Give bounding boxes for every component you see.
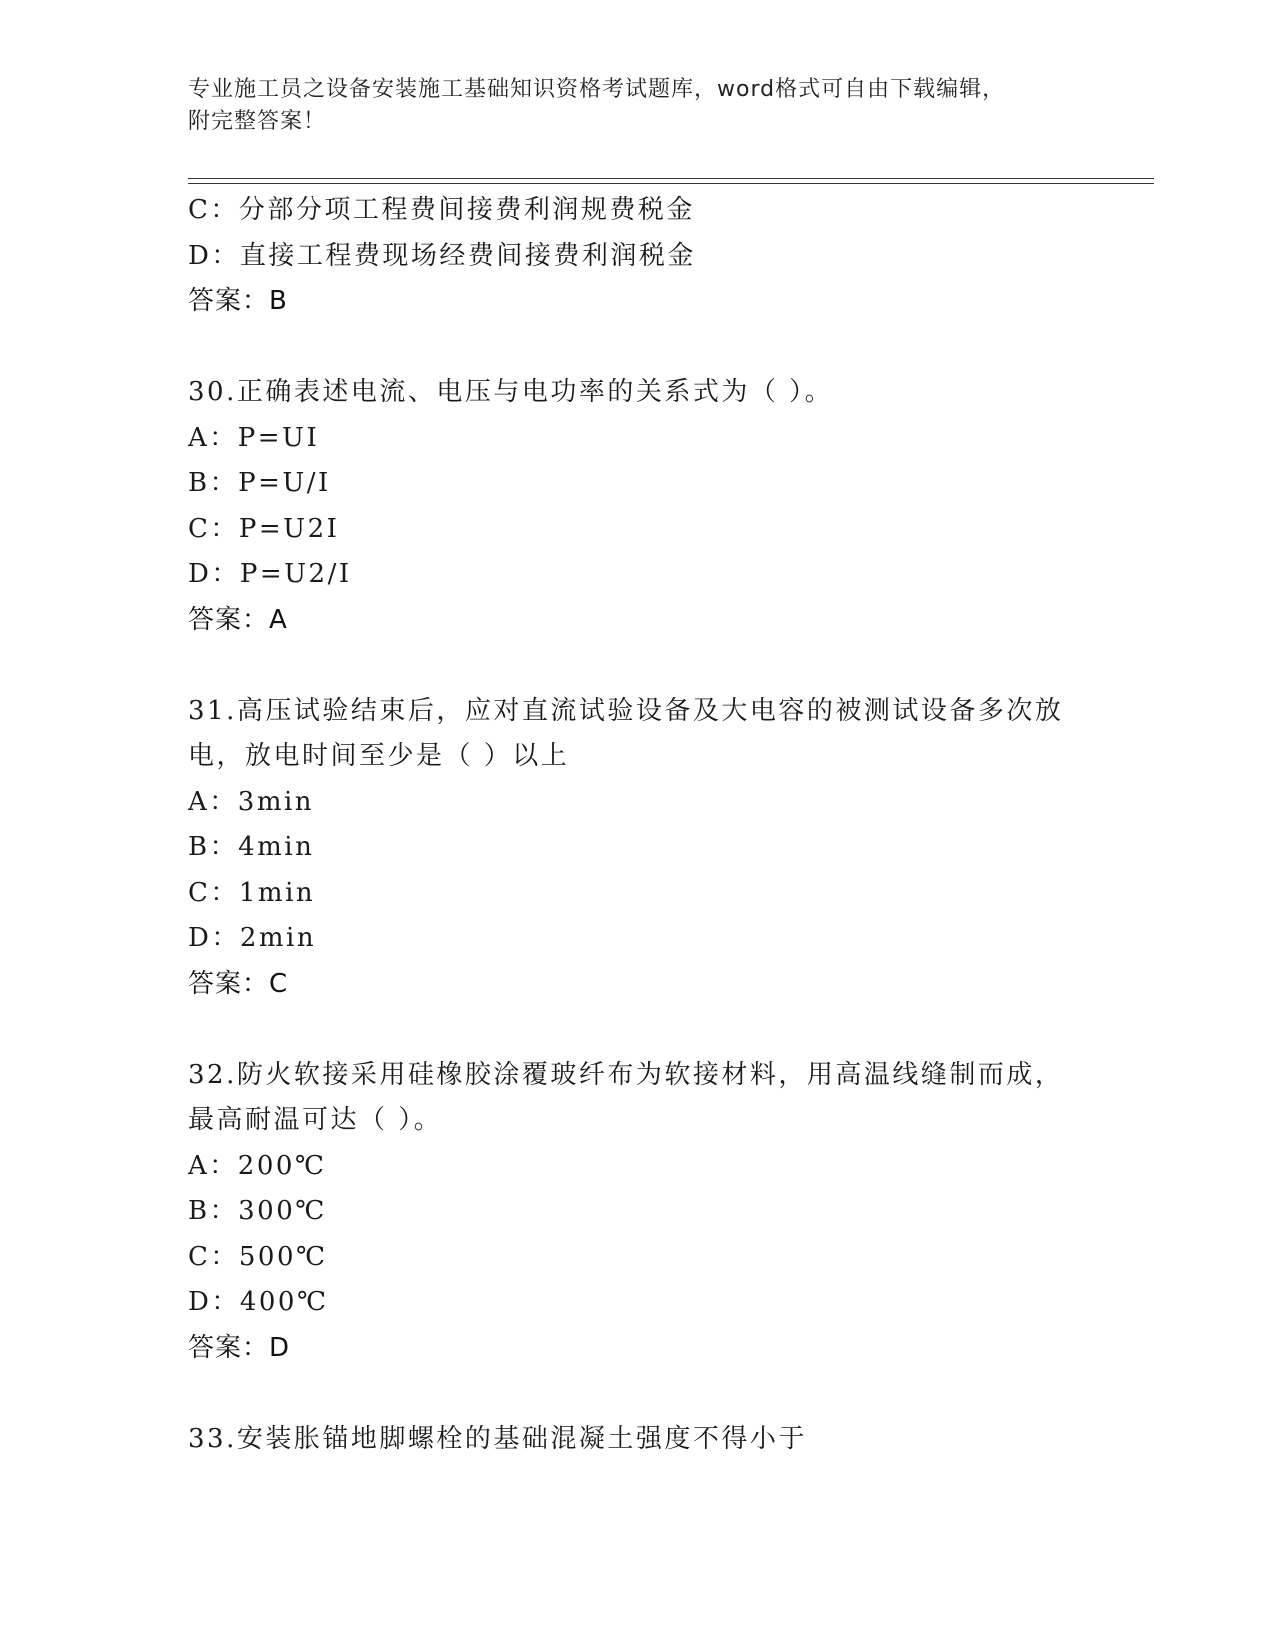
header-line-1: 专业施工员之设备安装施工基础知识资格考试题库，word格式可自由下载编辑， [188,77,1006,102]
answer-line: 答案：A [188,604,288,635]
spacer [188,643,1088,689]
question-stem: 32.防火软接采用硅橡胶涂覆玻纤布为软接材料，用高温线缝制而成， [188,1059,1064,1090]
answer-line: 答案：B [188,286,288,316]
option-c: C：500℃ [188,1241,328,1272]
option-b: B：4min [188,832,315,862]
question-30 [188,370,1088,643]
header-line-2: 附完整答案！ [188,109,327,134]
question-32 [188,1053,1088,1372]
option-b: B：P=U/I [188,468,331,498]
header-divider-bottom [188,183,1154,184]
header-divider-top [188,178,1154,179]
option-c: C：P=U2I [188,513,340,544]
question-31 [188,689,1088,1008]
question-stem: 31.高压试验结束后，应对直流试验设备及大电容的被测试设备多次放 [188,695,1064,726]
question-29-continued [188,188,1088,325]
option-d: D：直接工程费现场经费间接费利润税金 [188,240,696,271]
option-c: C：分部分项工程费间接费利润规费税金 [188,195,695,225]
option-a: A：P=UI [188,422,320,453]
option-d: D：P=U2/I [188,559,352,589]
spacer [188,325,1088,371]
answer-line: 答案：D [188,1332,291,1363]
answer-line: 答案：C [188,968,289,999]
option-b: B：300℃ [188,1196,327,1226]
option-c: C：1min [188,877,316,908]
option-d: D：400℃ [188,1287,329,1317]
option-d: D：2min [188,923,317,953]
question-stem: 30.正确表述电流、电压与电功率的关系式为（ ）。 [188,377,834,407]
document-header [188,74,1068,138]
question-stem-continued: 最高耐温可达（ ）。 [188,1105,443,1135]
spacer [188,1371,1088,1417]
question-33 [188,1417,1088,1463]
spacer [188,1007,1088,1053]
option-a: A：200℃ [188,1150,327,1181]
question-stem: 33.安装胀锚地脚螺栓的基础混凝土强度不得小于 [188,1423,807,1454]
question-stem-continued: 电，放电时间至少是（ ）以上 [188,741,570,771]
option-a: A：3min [188,786,315,817]
document-body [188,188,1088,1462]
